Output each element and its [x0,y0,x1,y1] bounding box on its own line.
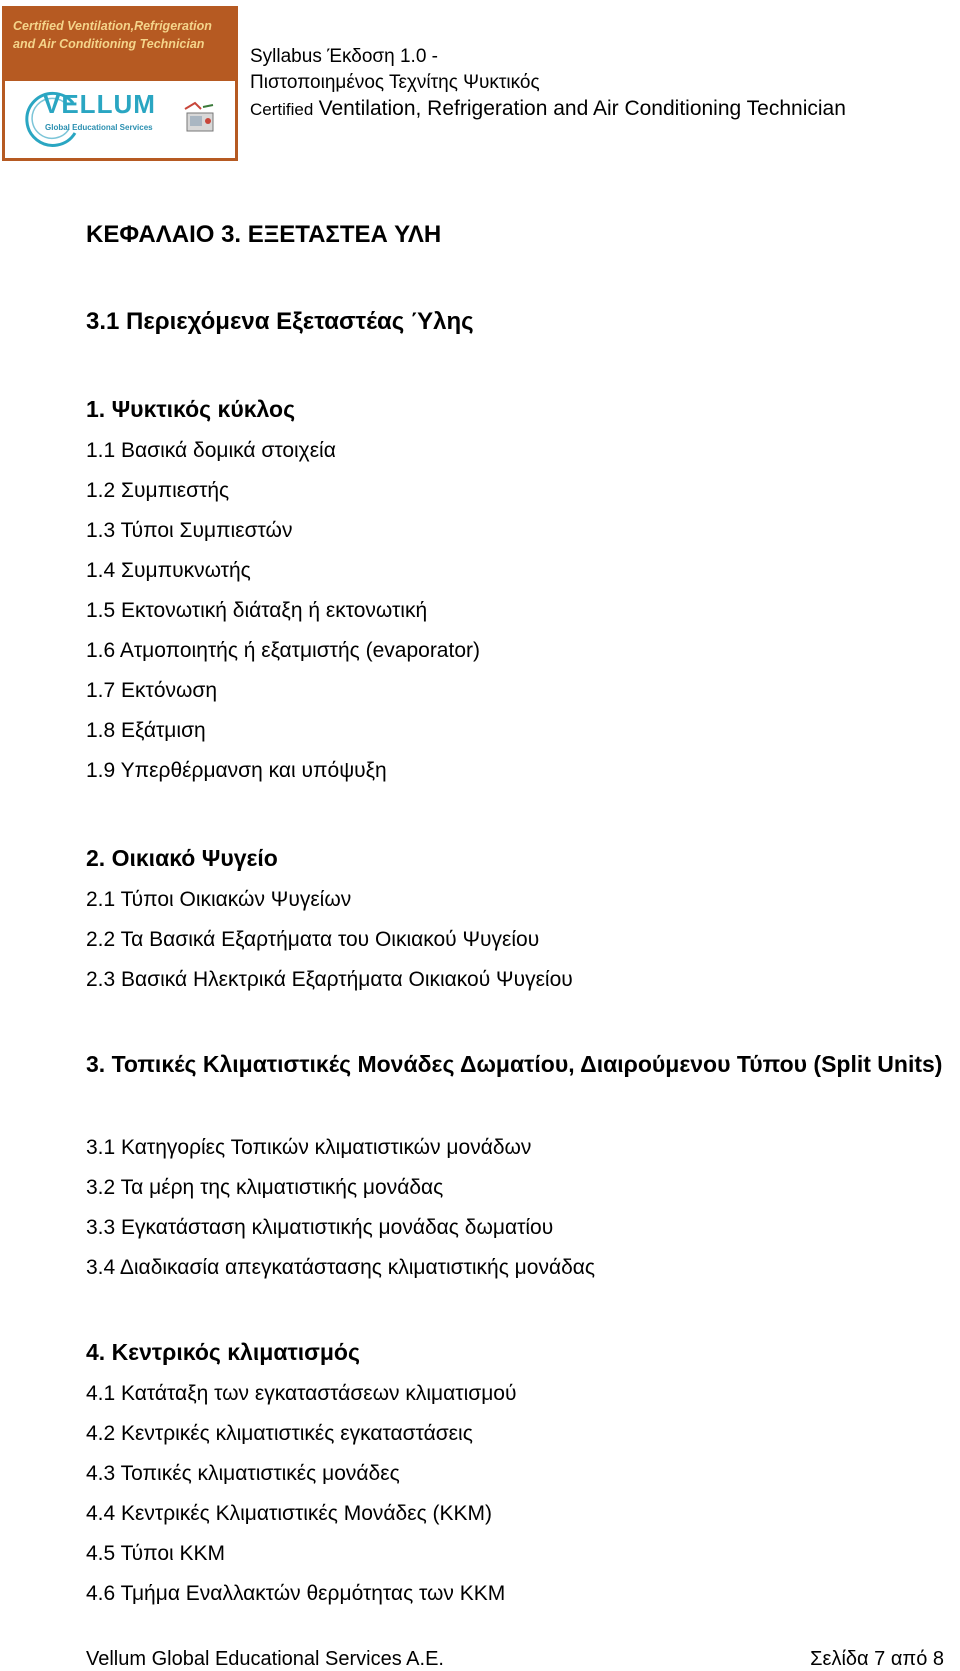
list-item: 2.1 Τύποι Οικιακών Ψυγείων [86,888,352,911]
list-item: 1.8 Εξάτμιση [86,719,206,742]
list-item: 4.3 Τοπικές κλιματιστικές μονάδες [86,1462,400,1485]
header-line-3-title: Ventilation, Refrigeration and Air Conditioning Technician [318,97,846,120]
topic-title: 1. Ψυκτικός κύκλος [86,396,296,422]
list-item: 1.6 Ατμοποιητής ή εξατμιστής (evaporator) [86,639,480,662]
list-item: 1.2 Συμπιεστής [86,479,230,502]
logo-bottom [5,81,235,161]
topic-title: 4. Κεντρικός κλιματισμός [86,1339,360,1365]
list-item: 3.2 Τα μέρη της κλιματιστικής μονάδας [86,1176,444,1199]
header-line-3 [250,96,846,123]
logo-band [5,9,235,81]
list-item: 4.1 Κατάταξη των εγκαταστάσεων κλιματισμού [86,1382,517,1405]
list-item: 1.1 Βασικά δομικά στοιχεία [86,439,336,462]
logo [2,6,238,161]
list-item: 4.5 Τύποι ΚΚΜ [86,1542,226,1565]
header-line-2: Πιστοποιημένος Τεχνίτης Ψυκτικός [250,72,540,93]
subsection-heading: 3.1 Περιεχόμενα Εξεταστέας Ύλης [86,308,474,335]
topic-title: 2. Οικιακό Ψυγείο [86,845,278,871]
logo-line-2: and Air Conditioning Technician [13,37,205,51]
list-item: 1.3 Τύποι Συμπιεστών [86,519,293,542]
list-item: 2.3 Βασικά Ηλεκτρικά Εξαρτήματα Οικιακού Ψυγείου [86,968,573,991]
list-item: 3.4 Διαδικασία απεγκατάστασης κλιματιστικής μονάδας [86,1256,596,1279]
topic-title: 3. Τοπικές Κλιματιστικές Μονάδες Δωματίου, Διαιρούμενου Τύπου (Split Units) [86,1051,943,1077]
list-item: 4.6 Τμήμα Εναλλακτών θερμότητας των ΚΚΜ [86,1582,506,1605]
list-item: 2.2 Τα Βασικά Εξαρτήματα του Οικιακού Ψυγείου [86,928,540,951]
document-header [250,44,846,123]
footer-page-number: Σελίδα 7 από 8 [810,1648,944,1670]
list-item: 4.2 Κεντρικές κλιματιστικές εγκαταστάσεις [86,1422,473,1445]
list-item: 1.4 Συμπυκνωτής [86,559,251,582]
logo-brand: VELLUM [43,89,156,119]
list-item: 1.9 Υπερθέρμανση και υπόψυξη [86,759,387,782]
list-item: 4.4 Κεντρικές Κλιματιστικές Μονάδες (ΚΚΜ) [86,1502,493,1525]
header-line-3-certified: Certified [250,100,314,119]
list-item: 1.5 Εκτονωτική διάταξη ή εκτονωτική [86,599,428,622]
footer-company: Vellum Global Educational Services A.E. [86,1648,444,1670]
logo-sub: Global Educational Services [45,123,153,132]
list-item: 3.1 Κατηγορίες Τοπικών κλιματιστικών μονάδων [86,1136,532,1159]
list-item: 1.7 Εκτόνωση [86,679,218,702]
list-item: 3.3 Εγκατάσταση κλιματιστικής μονάδας δωματίου [86,1216,554,1239]
logo-line-1: Certified Ventilation,Refrigeration [13,19,212,33]
refrigeration-unit-icon [181,99,221,139]
chapter-heading: ΚΕΦΑΛΑΙΟ 3. ΕΞΕΤΑΣΤΕΑ ΥΛΗ [86,221,442,248]
header-line-1: Syllabus Έκδοση 1.0 - [250,46,438,67]
